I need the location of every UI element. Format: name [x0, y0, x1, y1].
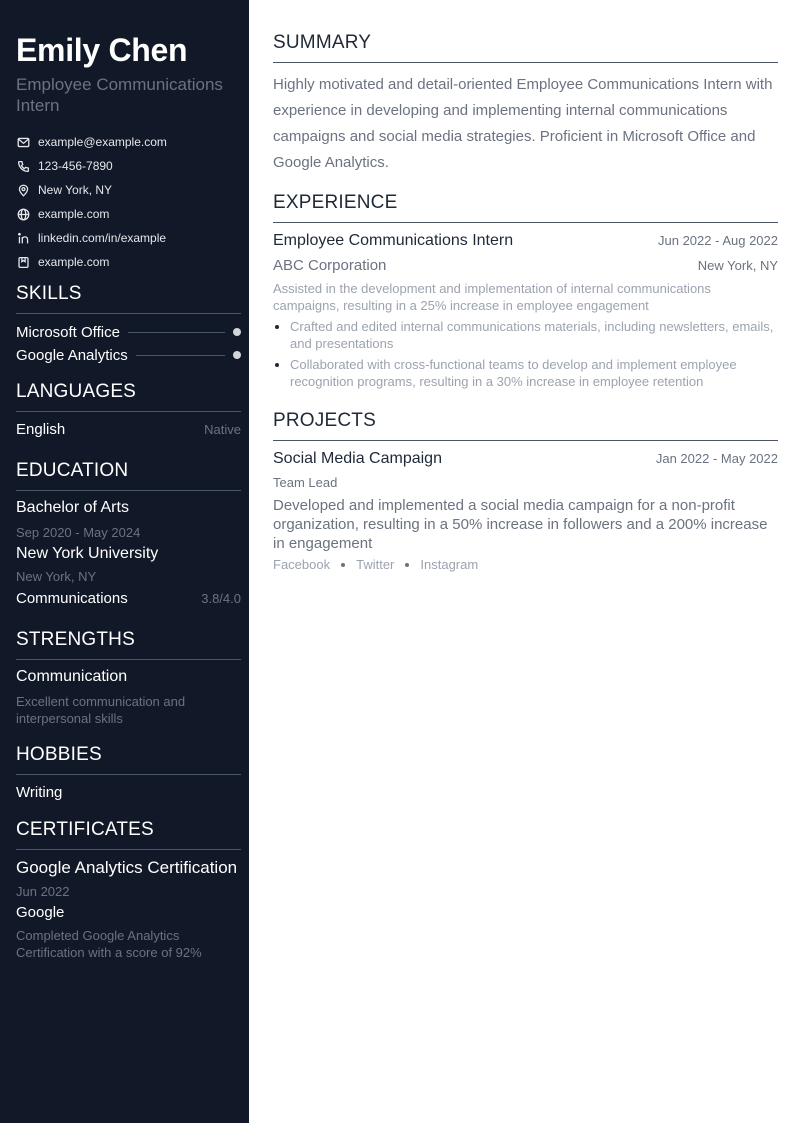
experience-dates: Jun 2022 - Aug 2022 [658, 233, 778, 248]
candidate-name: Emily Chen [16, 32, 188, 68]
experience-company: ABC Corporation [273, 257, 387, 274]
contact-phone-text: 123-456-7890 [38, 159, 113, 173]
experience-company-row [273, 257, 778, 274]
project-role: Team Lead [273, 475, 338, 490]
education-dates: Sep 2020 - May 2024 [16, 525, 141, 540]
contact-website[interactable] [16, 202, 241, 226]
project-tag: Twitter [356, 557, 395, 572]
globe-icon [16, 207, 30, 221]
languages-heading: LANGUAGES [16, 381, 241, 412]
language-level: Native [204, 422, 241, 437]
education-school: New York University [16, 545, 159, 562]
project-dates: Jan 2022 - May 2022 [655, 451, 778, 466]
education-field: Communications [16, 590, 128, 607]
location-pin-icon [16, 183, 30, 197]
skill-item [16, 322, 241, 342]
education-degree: Bachelor of Arts [16, 499, 129, 516]
strength-title: Communication [16, 668, 128, 685]
contact-location [16, 178, 241, 202]
skill-level-line [136, 355, 225, 356]
contact-portfolio-text: example.com [38, 255, 110, 269]
skill-level-dot [233, 351, 241, 359]
contact-website-text: example.com [38, 207, 110, 221]
project-title-row [273, 450, 778, 468]
hobby-item: Writing [16, 784, 63, 801]
certificate-title: Google Analytics Certification [16, 858, 238, 877]
sidebar [0, 0, 249, 1123]
phone-icon [16, 159, 30, 173]
strengths-heading: STRENGTHS [16, 629, 241, 660]
certificate-description: Completed Google Analytics Certification with a score of 92% [16, 928, 202, 960]
project-title: Social Media Campaign [273, 450, 442, 467]
linkedin-icon [16, 231, 30, 245]
experience-bullet [273, 356, 778, 390]
contact-email-text: example@example.com [38, 135, 167, 149]
summary-heading: SUMMARY [273, 32, 778, 63]
contact-list [16, 130, 241, 274]
project-tags [273, 557, 478, 572]
experience-bullet-text: Collaborated with cross-functional teams to develop and implement employee recognition programs, resulting in a 30% increase in employee retention [290, 357, 737, 389]
tag-separator-dot [405, 563, 409, 567]
skill-level-dot [233, 328, 241, 336]
experience-bullet [273, 318, 778, 352]
bookmark-icon [16, 255, 30, 269]
experience-description: Assisted in the development and implementation of internal communications campaigns, resulting in a 25% increase in employee engagement [273, 281, 711, 313]
language-item [16, 421, 241, 438]
experience-bullet-text: Crafted and edited internal communications materials, including newsletters, emails, and presentations [290, 319, 774, 351]
language-name: English [16, 421, 66, 438]
contact-linkedin-text: linkedin.com/in/example [38, 231, 167, 245]
certificate-issuer: Google [16, 904, 65, 921]
experience-bullets [273, 318, 778, 394]
summary-text: Highly motivated and detail-oriented Employee Communications Intern with experience in developing and implementing internal communications campaigns and social media strategies. Proficient in Microsoft Office and Google Analytics. [273, 76, 773, 171]
email-icon [16, 135, 30, 149]
skill-item [16, 345, 241, 365]
skill-level-line [128, 332, 225, 333]
education-gpa: 3.8/4.0 [201, 591, 241, 606]
project-tag: Instagram [420, 557, 479, 572]
projects-heading: PROJECTS [273, 410, 778, 441]
experience-title-row [273, 232, 778, 250]
experience-title: Employee Communications Intern [273, 232, 514, 249]
education-location: New York, NY [16, 569, 97, 584]
contact-portfolio[interactable] [16, 250, 241, 274]
certificates-heading: CERTIFICATES [16, 819, 241, 850]
strength-description: Excellent communication and interpersonal skills [16, 694, 186, 726]
skill-name: Google Analytics [16, 346, 128, 364]
education-field-row [16, 590, 241, 607]
candidate-role: Employee Communications Intern [16, 75, 223, 115]
project-tag: Facebook [273, 557, 331, 572]
contact-location-text: New York, NY [38, 183, 113, 197]
experience-heading: EXPERIENCE [273, 192, 778, 223]
education-heading: EDUCATION [16, 460, 241, 491]
contact-phone[interactable] [16, 154, 241, 178]
contact-email[interactable] [16, 130, 241, 154]
contact-linkedin[interactable] [16, 226, 241, 250]
certificate-date: Jun 2022 [16, 884, 70, 899]
tag-separator-dot [341, 563, 345, 567]
hobbies-heading: HOBBIES [16, 744, 241, 775]
skills-heading: SKILLS [16, 283, 241, 314]
experience-location: New York, NY [697, 258, 778, 273]
project-description: Developed and implemented a social media campaign for a non-profit organization, resulting in a 50% increase in followers and a 200% increase in engagement [273, 497, 768, 552]
main-content [249, 0, 794, 1123]
bullet-dot-icon [275, 363, 279, 367]
bullet-dot-icon [275, 325, 279, 329]
skill-name: Microsoft Office [16, 323, 120, 341]
